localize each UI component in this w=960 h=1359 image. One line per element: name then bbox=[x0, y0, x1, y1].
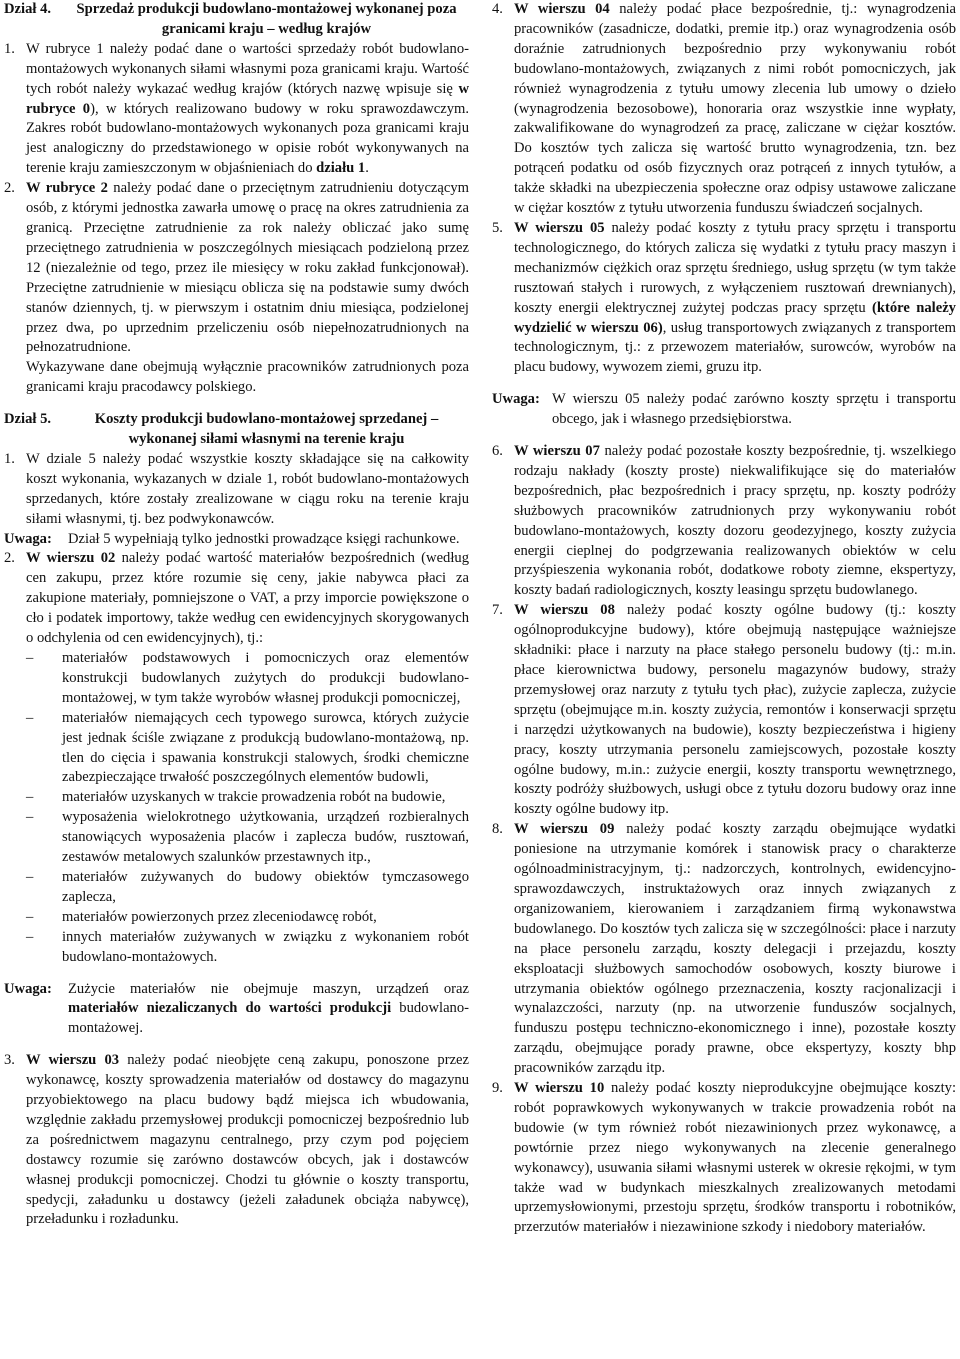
bold-text: w rubryce 0 bbox=[26, 80, 469, 117]
section-4-title: Sprzedaż produkcji budowlano-montażowej wykonanej poza granicami kraju – według krajów bbox=[76, 1, 457, 37]
text-part: W rubryce 1 należy podać dane o wartości sprzedaży robót budowlano-montażowych wykonanych siłami własnymi poza granicami kraju. Wartość tych robót należy wykazać według krajów (których nazwę wpisuje się bbox=[26, 40, 469, 97]
text-part: należy podać płace bezpośrednie, tj.: wynagrodzenia pracowników (zasadnicze, dodatki, premie itp.) oraz wynagrodzenia osób doraźnie zatrudnionych bezpośrednio przy wykonywaniu robót budowlano-montażowych, związanych z nimi robót pomocniczych, jak również wynagrodzenia z tytułu umowy zlecenia lub umowy o dzieło (wynagrodzenia bezosobowe), honoraria oraz wszystkie inne wypłaty, zakwalifikowane do wynagrodzeń za pracę, zaliczane w ciężar kosztów. Do kosztów tych zalicza się wartość brutto wynagrodzenia, tzn. bez potrąceń podatku od osób fizycznych oraz potrąceń z innych tytułów, a także składki na ubezpieczenia społeczne oraz odpisy ustawowe zaliczane w ciężar kosztów z tytułu utworzenia funduszu świadczeń socjalnych. bbox=[514, 1, 956, 217]
text-part: należy podać koszty zarządu obejmujące wydatki poniesione na utrzymanie komórek i stanowisk pracy o charakterze ogólnoadministracyjnym, tj.: nadzorczych, kontrolnych, ewidencyjno-sprawozdawczych, instruktażowych oraz innych związanych z organizowaniem, kierowaniem i zarządzaniem firmą wykonawstwa budowlanego. Do kosztów tych zalicza się w szczególności: płace i narzuty na płace personelu zarządu, koszty delegacji i przejazdu, koszty eksploatacji służbowych samochodów osobowych, koszty biurowe i utrzymania obiektów ogólnego przeznaczenia, koszty racjonalizacji i wynalazczości, narzuty (np. na utworzenie funduszów socjalnych, funduszu postępu techniczno-ekonomicznego i inne), pozostałe koszty zarządu, obejmujące porady prawne, obce ekspertyzy, koszty bhp pracowników zarządu itp. bbox=[514, 821, 956, 1077]
note-text: Dział 5 wypełniają tylko jednostki prowadzące księgi rachunkowe. bbox=[68, 530, 460, 547]
item-number: 8. bbox=[492, 821, 503, 838]
section-5-item-3 bbox=[4, 1051, 469, 1230]
item-number: 5. bbox=[492, 219, 503, 236]
bold-text: W wierszu 08 bbox=[514, 602, 615, 619]
item-number: 1. bbox=[4, 450, 15, 467]
item-text bbox=[514, 0, 956, 219]
section-5-item-9 bbox=[492, 1079, 956, 1238]
note-text bbox=[68, 980, 469, 1040]
item-text bbox=[514, 601, 956, 820]
item-text bbox=[26, 179, 469, 398]
item-text bbox=[26, 40, 469, 179]
dash-marker: – bbox=[26, 650, 34, 666]
left-column bbox=[4, 0, 469, 1230]
section-5-item-6 bbox=[492, 442, 956, 601]
dash-marker: – bbox=[26, 928, 34, 945]
item-text: W dziale 5 należy podać wszystkie koszty składające się na całkowity koszt wykonania, wykazanych w dziale 1, robót budowlano-montażowych sprzedanych, które zostały zrealizowane w ciągu roku na terenie kraju siłami własnymi, tj. bez podwykonawców. bbox=[26, 450, 469, 527]
list-item bbox=[26, 808, 469, 868]
text-part: należy podać nieobjęte ceną zakupu, ponoszone przez wykonawcę, koszty sprowadzenia materiałów od dostawcy do magazynu przyobiektowego na placu budowy bądź miejsca ich wbudowania, względnie zakładu przemysłowej produkcji pomocniczej bezpośrednio lub za pośrednictwem magazynu centralnego, przy czym pod pojęciem dostawcy rozumie się zarówno dostawców obcych, jak i dostawców własnej produkcji pomocniczej. Chodzi tu głównie o koszty transportu, spedycji, załadunku u dostawcy (jeżeli załadunek obciąża nabywcę), przeładunku i rozładunku. bbox=[26, 1052, 470, 1228]
dash-marker: – bbox=[26, 809, 34, 826]
item-number: 9. bbox=[492, 1080, 503, 1097]
bold-text: W rubryce 2 bbox=[26, 180, 108, 197]
item-number: 1. bbox=[4, 40, 15, 57]
note-label: Uwaga: bbox=[4, 980, 52, 997]
section-5-item-5-note bbox=[492, 390, 956, 430]
item-number: 7. bbox=[492, 602, 503, 619]
right-column bbox=[492, 0, 956, 1238]
list-item bbox=[26, 649, 469, 709]
list-item-text: wyposażenia wielokrotnego użytkowania, urządzeń rozbieralnych stanowiących wyposażenia placów i zaplecza budów, rusztowań, zestawów metalowych szalunków przestawnych itp., bbox=[62, 809, 469, 866]
bold-text: W wierszu 07 bbox=[514, 443, 600, 460]
text-part: należy podać pozostałe koszty bezpośrednie, tj. wszelkiego rodzaju nakłady (koszty proste) niekwalifikujące się do materiałów bezpośrednich, płac bezpośrednich i pracy sprzętu, np. koszty podróży służbowych pracowników zatrudnionych przy wykonywaniu robót budowlano-montażowych, koszty dozoru geodezyjnego, koszty zużycia energii cieplnej do podgrzewania realizowanych obiektów w celu przyśpieszenia wykonania robót, dodatkowe roboty ziemne, ekspertyzy, koszty badań radiologicznych, koszty leasingu sprzętu budowlanego. bbox=[514, 443, 956, 599]
text-part: budowlano-montażowej. bbox=[68, 1000, 469, 1037]
list-item bbox=[26, 788, 469, 808]
bold-text: materiałów niezaliczanych do wartości produkcji bbox=[68, 1000, 392, 1017]
bold-text: W wierszu 10 bbox=[514, 1080, 605, 1097]
list-item-text: materiałów uzyskanych w trakcie prowadzenia robót na budowie, bbox=[62, 789, 446, 806]
text-part: , usług transportowych związanych z transportem technologicznym, tj.: z przewozem materiałów, surowców, wyrobów na placu budowy, wywozem ziemi, gruzu itp. bbox=[514, 319, 956, 376]
bold-text: (które należy wydzielić w wierszu 06) bbox=[514, 299, 956, 336]
note-text: W wierszu 05 należy podać zarówno koszty sprzętu i transportu obcego, jak i własnego przedsiębiorstwa. bbox=[552, 391, 956, 428]
text-part: Zużycie materiałów nie obejmuje maszyn, urządzeń oraz bbox=[68, 980, 469, 997]
section-5-item-7 bbox=[492, 601, 956, 820]
item-text bbox=[514, 820, 956, 1079]
item-2-paragraph-2: Wykazywane dane obejmują wyłącznie pracowników zatrudnionych poza granicami kraju pracodawcy polskiego. bbox=[26, 359, 469, 396]
text-part: należy podać koszty nieprodukcyjne obejmujące koszty: robót poprawkowych wykonywanych w trakcie prowadzenia robót na budowie (w tym również robót niezawinionych przez wykonawcę, a powtórnie przez niego wykonywanych na zlecenie generalnego wykonawcy), usuwania siłami własnymi usterek w okresie rękojmi, w tym także wad w budynkach mieszkalnych zrealizowanych metodami uprzemysłowionymi, przestoju sprzętu, środków transportu i robotników, przerzutów materiałów i niezawinione szkody i niedobory materiałów. bbox=[514, 1080, 956, 1236]
section-4-heading bbox=[4, 0, 469, 40]
materials-note bbox=[4, 980, 469, 1040]
list-item-text: materiałów niemających cech typowego surowca, których zużycie jest jednak ściśle związane z produkcją budowlano-montażową, np. tlen do cięcia i spawania konstrukcji stalowych, środki chemiczne zabezpieczające trwałość poszczególnych elementów budowli, bbox=[62, 709, 469, 786]
bold-text: W wierszu 09 bbox=[514, 821, 615, 838]
section-5-item-2 bbox=[4, 549, 469, 649]
text-part: należy podać wartość materiałów bezpośrednich (według cen zakupu, przez które rozumie się ceny, jakie nabywca płaci za zakupione materiały, pomniejszone o VAT, a przy imporcie powiększone o cło i podatek importowy, także według cen ewidencyjnych skorygowanych o odchylenia od cen ewidencyjnych), tj.: bbox=[26, 550, 469, 647]
text-part: . bbox=[365, 160, 369, 177]
section-4-label: Dział 4. bbox=[4, 1, 52, 17]
item-text bbox=[26, 1051, 469, 1230]
section-5-note bbox=[4, 530, 469, 550]
section-4-item-2 bbox=[4, 179, 469, 398]
bold-text: W wierszu 05 bbox=[514, 219, 605, 236]
bold-text: W wierszu 02 bbox=[26, 550, 116, 567]
item-number: 4. bbox=[492, 1, 503, 17]
list-item-text: materiałów zużywanych do budowy obiektów tymczasowego zaplecza, bbox=[62, 868, 469, 905]
list-item-text: materiałów powierzonych przez zleceniodawcę robót, bbox=[62, 908, 377, 925]
section-5-item-8 bbox=[492, 820, 956, 1079]
bold-text: W wierszu 04 bbox=[514, 1, 610, 17]
section-5-item-1 bbox=[4, 450, 469, 530]
dash-marker: – bbox=[26, 709, 34, 726]
section-5-item-4 bbox=[492, 0, 956, 219]
item-number: 3. bbox=[4, 1052, 15, 1069]
item-number: 6. bbox=[492, 443, 503, 460]
item-number: 2. bbox=[4, 180, 15, 197]
section-5-item-5 bbox=[492, 219, 956, 378]
text-part: ), w których realizowano budowy w roku sprawozdawczym. Zakres robót budowlano-montażowych wykonanych poza granicami kraju jest analogiczny do przedstawionego w opisie robót wykonywanych na terenie kraju zamieszczonym w objaśnieniach do bbox=[26, 100, 469, 177]
dash-marker: – bbox=[26, 789, 34, 806]
note-label: Uwaga: bbox=[492, 391, 540, 408]
item-text bbox=[514, 219, 956, 378]
section-5-title: Koszty produkcji budowlano-montażowej sprzedanej – wykonanej siłami własnymi na terenie kraju bbox=[94, 411, 439, 448]
note-label: Uwaga: bbox=[4, 530, 52, 547]
section-5-heading bbox=[4, 410, 469, 450]
materials-list bbox=[4, 649, 469, 968]
list-item bbox=[26, 709, 469, 789]
list-item bbox=[26, 928, 469, 968]
bold-text: W wierszu 03 bbox=[26, 1052, 120, 1069]
item-text bbox=[514, 1079, 956, 1238]
section-4-item-1 bbox=[4, 40, 469, 179]
list-item bbox=[26, 908, 469, 928]
text-part: należy podać koszty ogólne budowy (tj.: koszty ogólnoprodukcyjne budowy), które obejmują następujące ważniejsze składniki: płace i narzuty na płace stałego personelu budowy (tj.: m.in. płace kierownictwa budowy, personelu magazynów budowy, straży przemysłowej oraz narzuty z tytułu tych płac), zużycie zaplecza, zużycie sprzętu (obejmujące m.in. koszty zużycia, remontów i konserwacji sprzętu i narzędzi użytkowanych na budowie), koszty bezpieczeństwa i higieny pracy, koszty utrzymania personelu zamiejscowych, pozostałe koszty ogólne budowy, m.in.: zużycie energii, koszty transportu wewnętrznego, koszty podróży służbowych, usługi obce z tytułu dozoru budowy oraz inne koszty ogólne budowy itp. bbox=[514, 602, 956, 818]
dash-marker: – bbox=[26, 908, 34, 925]
section-5-label: Dział 5. bbox=[4, 411, 52, 428]
text-part: należy podać koszty z tytułu pracy sprzętu i transportu technologicznego, do których zalicza się wydatki z tytułu pracy maszyn i mechanizmów ciężkich oraz sprzętu średniego, usług sprzętu (w tym także rusztowań stałych i rurowych, z wyłączeniem rusztowań drewnianych), koszty energii elektrycznej zużytej podczas pracy sprzętu bbox=[514, 219, 956, 316]
item-text bbox=[26, 549, 469, 649]
list-item-text: materiałów podstawowych i pomocniczych oraz elementów konstrukcji budowlanych zużytych do produkcji budowlano-montażowej, w tym także wyrobów własnej produkcji pomocniczej, bbox=[62, 650, 469, 706]
item-number: 2. bbox=[4, 550, 15, 567]
list-item-text: innych materiałów zużywanych w związku z wykonaniem robót budowlano-montażowych. bbox=[62, 928, 469, 965]
item-text bbox=[514, 442, 956, 601]
list-item bbox=[26, 868, 469, 908]
bold-text: działu 1 bbox=[316, 160, 366, 177]
text-part: należy podać dane o przeciętnym zatrudnieniu dotyczącym osób, z którymi jednostka zawarła umowę o pracę na okres zatrudnienia za granicą. Przeciętne zatrudnienie za rok należy obliczać jako sumę przeciętnego zatrudnienia w poszczególnych miesiącach podzieloną przez 12 (niezależnie od tego, przez ile miesięcy w roku zakład funkcjonował). Przeciętne zatrudnienie w miesiącu oblicza się na podstawie sumy dwóch stanów dziennych, tj. w pierwszym i ostatnim dniu miesiąca, podzielonej przez dwa, po uprzednim przeliczeniu osób niepełnozatrudnionych na pełnozatrudnione. bbox=[26, 180, 469, 356]
dash-marker: – bbox=[26, 868, 34, 885]
